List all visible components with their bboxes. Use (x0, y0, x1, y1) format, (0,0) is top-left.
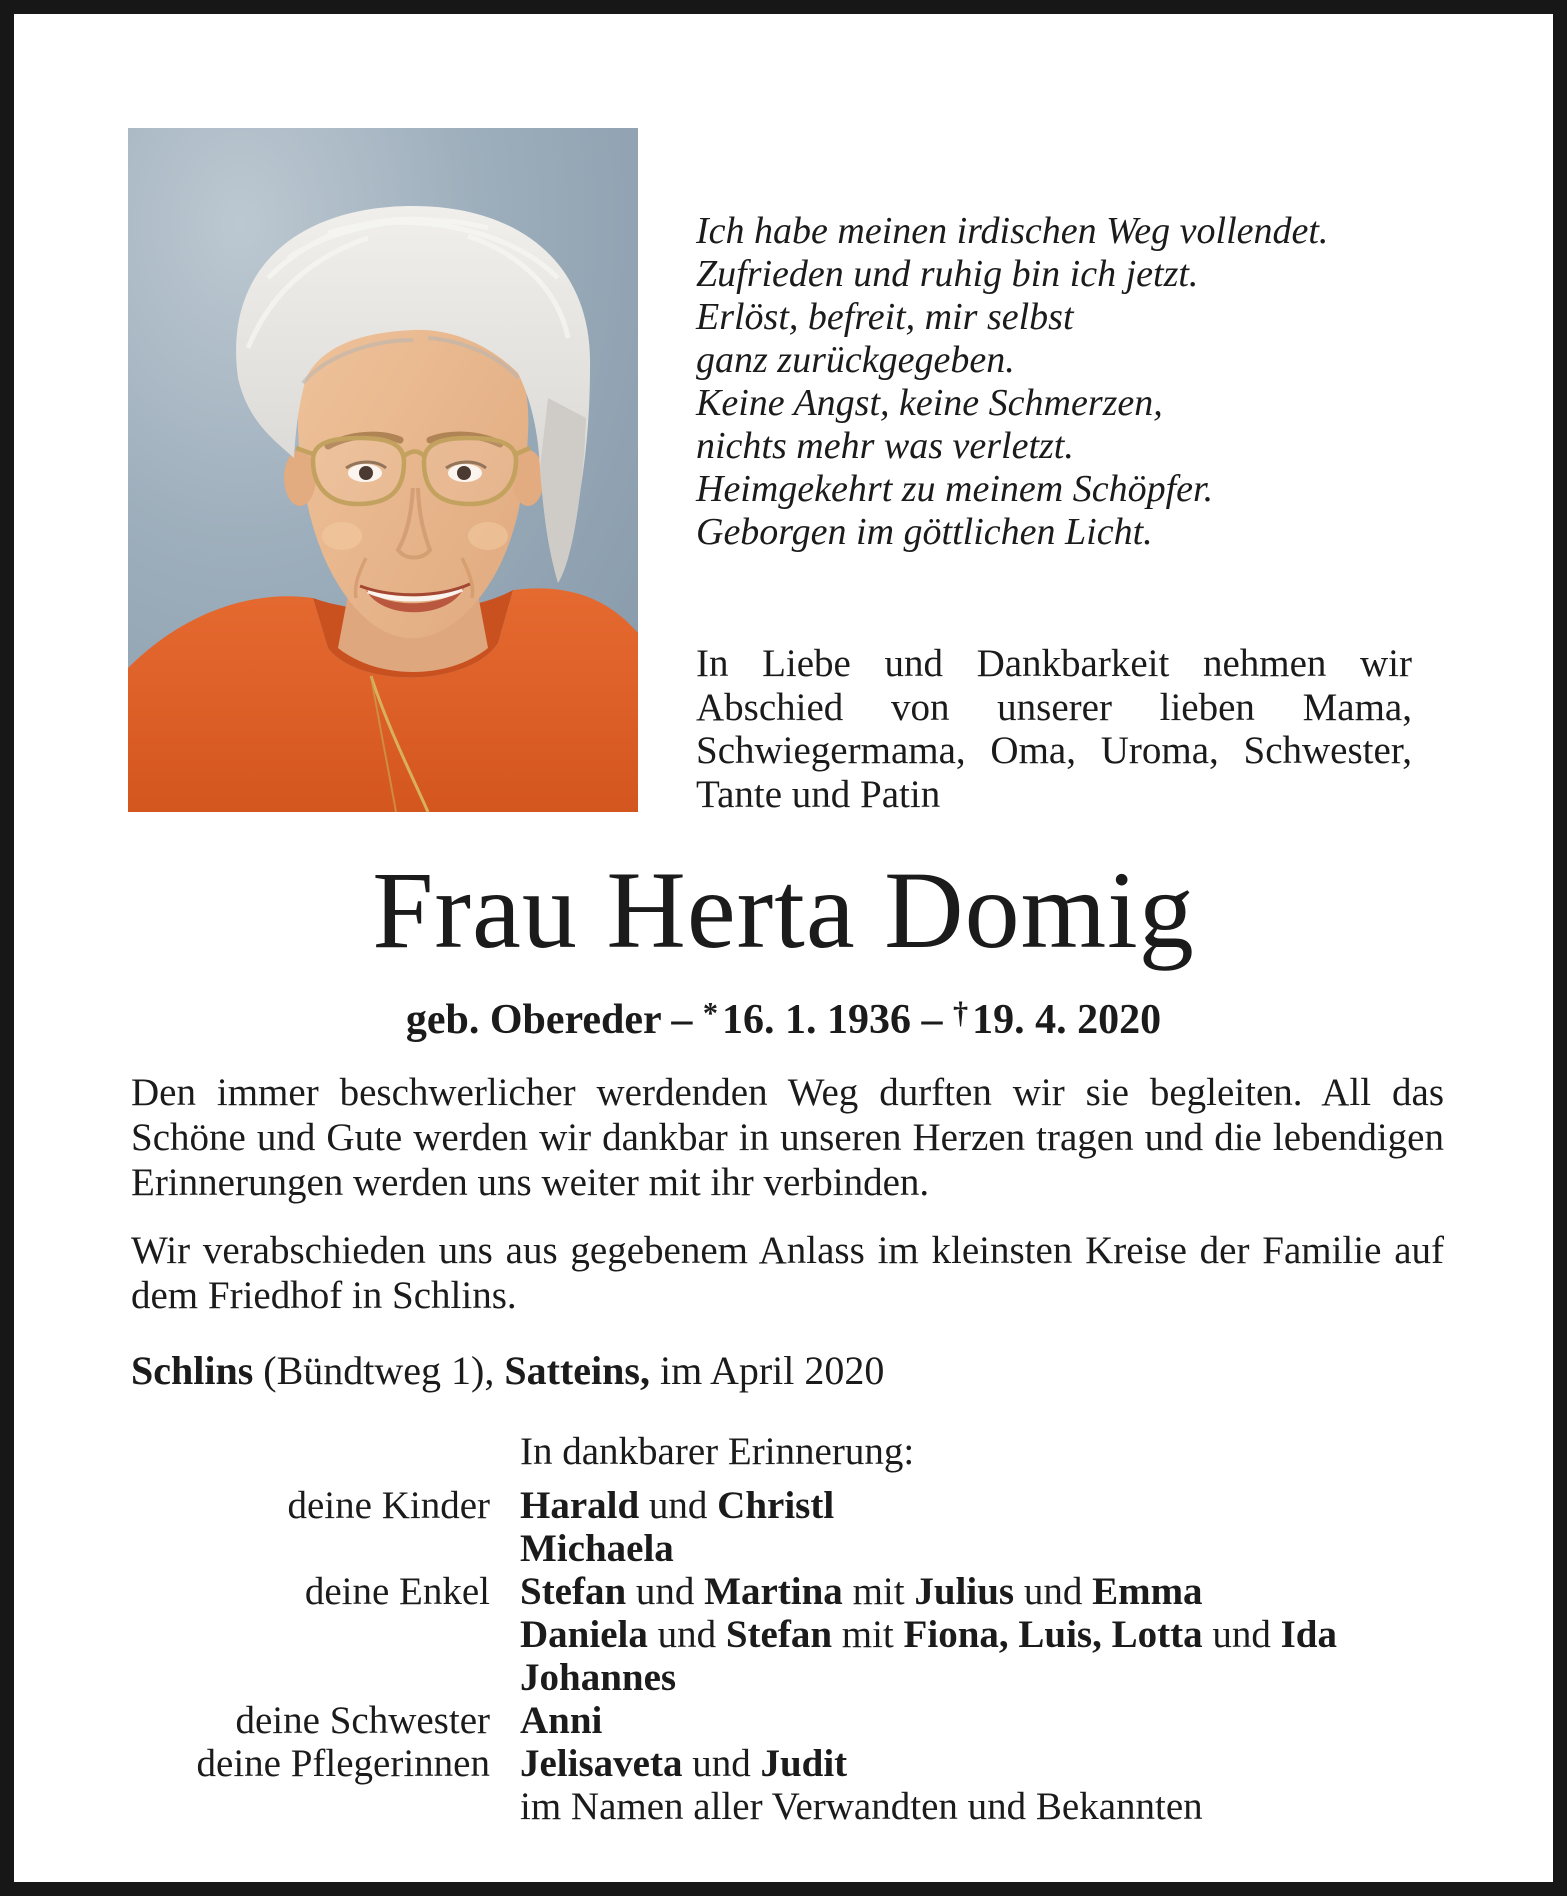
family-row (131, 1742, 1461, 1785)
deceased-name: Frau Herta Domig (372, 849, 1195, 971)
family-row-label (131, 1656, 520, 1699)
family-row (131, 1613, 1461, 1656)
family-row-label: deine Schwester (235, 1699, 490, 1742)
poem-line: ganz zurückgegeben. (696, 339, 1015, 381)
poem-line: Ich habe meinen irdischen Weg vollendet. (696, 210, 1329, 252)
birth-date: 16. 1. 1936 (722, 996, 912, 1043)
family-row (131, 1656, 1461, 1699)
family-row-names: Harald und Christl (520, 1484, 835, 1527)
life-dates (14, 988, 1553, 1045)
dash-separator: – (660, 996, 703, 1043)
family-row-label (131, 1527, 520, 1570)
remembrance-section (131, 1430, 1461, 1828)
poem-line: Geborgen im göttlichen Licht. (696, 511, 1153, 553)
funeral-notice-paragraph: Wir verabschieden uns aus gegebenem Anlass im kleinsten Kreise der Familie auf dem Friedhof in Schlins. (131, 1229, 1444, 1317)
family-row (131, 1785, 1461, 1828)
remembrance-heading: In dankbarer Erinnerung: (520, 1430, 915, 1473)
family-row-label (131, 1785, 520, 1828)
family-row (131, 1570, 1461, 1613)
family-row-names: Johannes (520, 1656, 677, 1699)
death-symbol: † (953, 996, 969, 1030)
poem-line: nichts mehr was verletzt. (696, 425, 1074, 467)
maiden-name: geb. Obereder (405, 996, 661, 1043)
family-row (131, 1527, 1461, 1570)
memorial-paragraph: Den immer beschwerlicher werdenden Weg durften wir sie begleiten. All das Schöne und Gute werden wir dankbar in unseren Herzen tragen und die lebendigen Erinnerungen werden uns weiter mit ihr verbinden. (131, 1071, 1444, 1204)
family-row-names: Michaela (520, 1527, 674, 1570)
poem (696, 210, 1376, 554)
place-date-line: Schlins (Bündtweg 1), Satteins, im April 2020 (131, 1348, 885, 1393)
family-row-names: Anni (520, 1699, 603, 1742)
poem-line: Heimgekehrt zu meinem Schöpfer. (696, 468, 1214, 510)
family-row-label: deine Pflegerinnen (196, 1742, 490, 1785)
portrait-photo-art (128, 128, 638, 812)
family-row-label: deine Enkel (304, 1570, 490, 1613)
family-row-names: Jelisaveta und Judit (520, 1742, 848, 1785)
birth-symbol: * (702, 996, 719, 1030)
death-date: 19. 4. 2020 (972, 996, 1162, 1043)
poem-line: Keine Angst, keine Schmerzen, (696, 382, 1163, 424)
family-row-names: Daniela und Stefan mit Fiona, Luis, Lotta und Ida (520, 1613, 1337, 1656)
farewell-intro: In Liebe und Dankbarkeit nehmen wir Abschied von unserer lieben Mama, Schwiegermama, Oma, Uroma, Schwester, Tante und Patin (696, 642, 1412, 816)
family-row-names: Stefan und Martina mit Julius und Emma (520, 1570, 1203, 1613)
dash-separator: – (911, 996, 954, 1043)
family-row-names: im Namen aller Verwandten und Bekannten (520, 1785, 1203, 1828)
poem-line: Zufrieden und ruhig bin ich jetzt. (696, 253, 1199, 295)
portrait-photo (128, 128, 638, 812)
family-row-label (131, 1613, 520, 1656)
family-row (131, 1699, 1461, 1742)
family-row (131, 1484, 1461, 1527)
poem-line: Erlöst, befreit, mir selbst (696, 296, 1074, 338)
family-row-label: deine Kinder (287, 1484, 490, 1527)
